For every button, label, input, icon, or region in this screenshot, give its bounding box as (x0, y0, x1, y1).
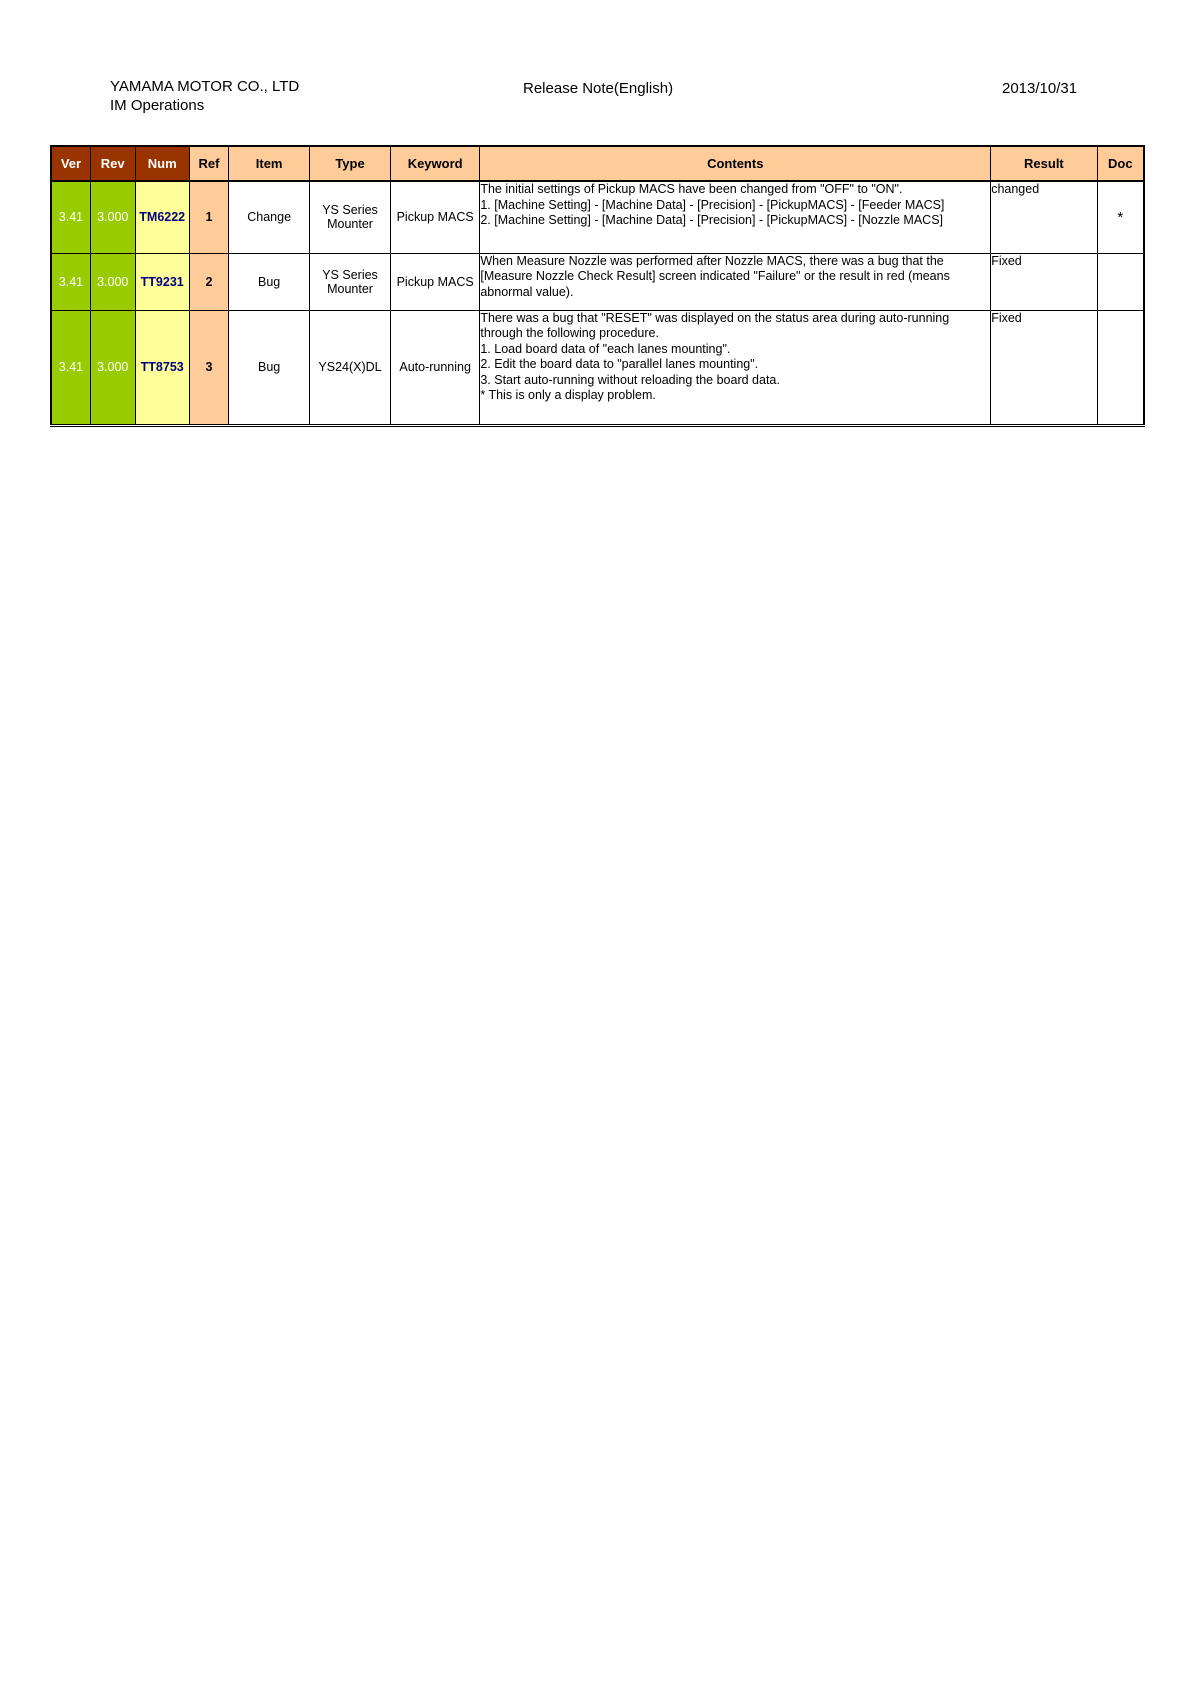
cell-ver: 3.41 (51, 253, 90, 310)
company-name: YAMAMA MOTOR CO., LTD (110, 78, 300, 95)
cell-keyword: Pickup MACS (390, 253, 479, 310)
cell-rev: 3.000 (90, 181, 135, 253)
cell-rev: 3.000 (90, 310, 135, 425)
col-header-doc: Doc (1097, 146, 1144, 181)
cell-contents (480, 310, 991, 425)
cell-doc (1097, 253, 1144, 310)
cell-ver: 3.41 (51, 310, 90, 425)
document-date: 2013/10/31 (1002, 80, 1078, 97)
cell-type: YS Series Mounter (310, 253, 391, 310)
cell-doc (1097, 310, 1144, 425)
col-header-contents: Contents (480, 146, 991, 181)
cell-num: TT9231 (135, 253, 189, 310)
cell-type: YS24(X)DL (310, 310, 391, 425)
cell-rev: 3.000 (90, 253, 135, 310)
contents-line: 2. Edit the board data to "parallel lanes mounting". (480, 357, 759, 371)
cell-doc: * (1097, 181, 1144, 253)
cell-result: changed (991, 181, 1097, 253)
cell-type: YS Series Mounter (310, 181, 391, 253)
header-row (51, 146, 1144, 181)
table-row (51, 253, 1144, 310)
table-row (51, 181, 1144, 253)
release-notes-table (50, 145, 1145, 427)
contents-line: 3. Start auto-running without reloading the board data. (480, 372, 780, 387)
cell-result: Fixed (991, 253, 1097, 310)
cell-ref: 1 (189, 181, 228, 253)
contents-line: * This is only a display problem. (480, 388, 656, 402)
cell-ref: 2 (189, 253, 228, 310)
cell-num: TM6222 (135, 181, 189, 253)
document-title: Release Note(English) (523, 80, 674, 97)
contents-line: 2. [Machine Setting] - [Machine Data] - [Precision] - [PickupMACS] - [Nozzle MACS] (480, 213, 944, 227)
col-header-type: Type (310, 146, 391, 181)
col-header-rev: Rev (90, 146, 135, 181)
col-header-result: Result (991, 146, 1097, 181)
cell-result: Fixed (991, 310, 1097, 425)
col-header-num: Num (135, 146, 189, 181)
cell-ver: 3.41 (51, 181, 90, 253)
col-header-keyword: Keyword (390, 146, 479, 181)
cell-item: Bug (229, 310, 310, 425)
cell-num: TT8753 (135, 310, 189, 425)
cell-contents (480, 253, 991, 310)
contents-line: When Measure Nozzle was performed after Nozzle MACS, there was a bug that the [Measure Nozzle Check Result] screen indicated "Failure" or the result in red (means abnormal value). (480, 253, 950, 299)
division-name: IM Operations (110, 97, 205, 114)
table-row (51, 310, 1144, 425)
cell-keyword: Pickup MACS (390, 181, 479, 253)
cell-ref: 3 (189, 310, 228, 425)
cell-item: Bug (229, 253, 310, 310)
col-header-item: Item (229, 146, 310, 181)
contents-line: There was a bug that "RESET" was displayed on the status area during auto-running through the following procedure. (480, 310, 950, 340)
contents-line: 1. Load board data of "each lanes mounting". (480, 341, 731, 356)
cell-item: Change (229, 181, 310, 253)
cell-contents (480, 181, 991, 253)
col-header-ver: Ver (51, 146, 90, 181)
contents-line: The initial settings of Pickup MACS have been changed from "OFF" to "ON". (480, 182, 903, 196)
col-header-ref: Ref (189, 146, 228, 181)
contents-line: 1. [Machine Setting] - [Machine Data] - [Precision] - [PickupMACS] - [Feeder MACS] (480, 197, 945, 212)
cell-keyword: Auto-running (390, 310, 479, 425)
